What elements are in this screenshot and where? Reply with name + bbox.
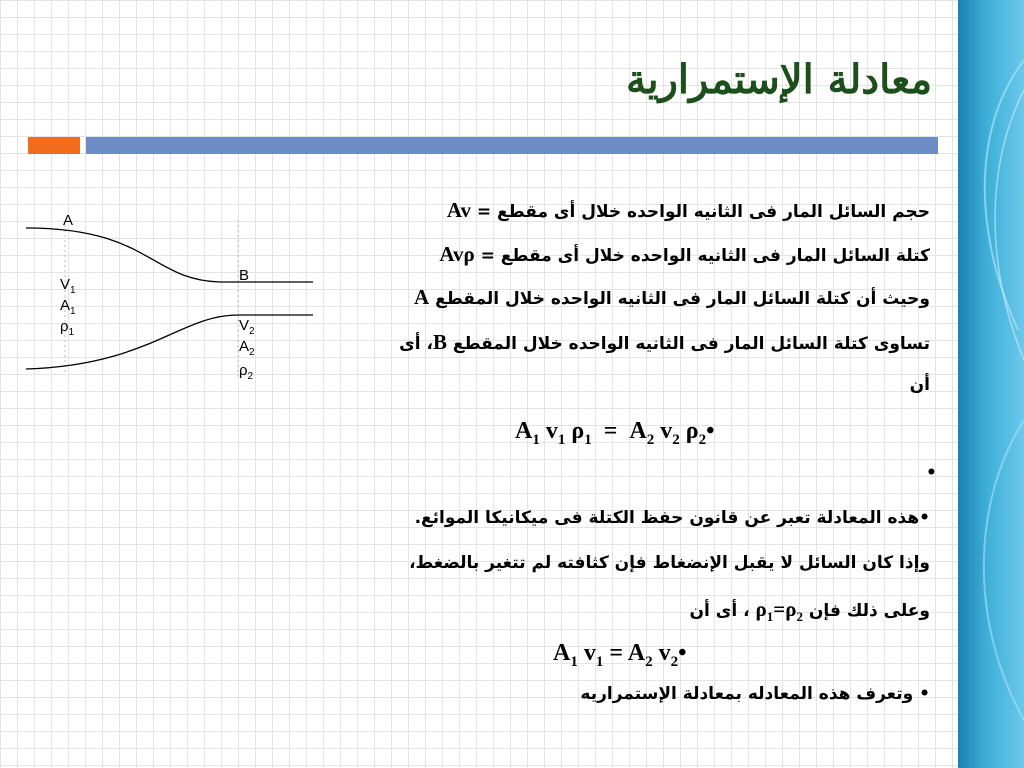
right-velocity-label: $V_2$ <box>239 317 255 337</box>
line-volume-flow: حجم السائل المار فى الثانيه الواحده خلال أى مقطع = Av <box>446 198 930 222</box>
line-incompressible: وإذا كان السائل لا يقبل الإنضغاط فإن كثافته لم تتغير بالضغط، <box>409 553 930 573</box>
left-velocity-label: $V_1$ <box>60 276 76 296</box>
line-density-equal: وعلى ذلك فإن $\rho_1=\rho_2$ ، أى أن <box>689 597 930 625</box>
title-accent-blue <box>86 137 938 154</box>
label-a: A <box>63 212 74 229</box>
line-mass-flow: كتلة السائل المار فى الثانيه الواحده خلال أى مقطع = Avρ <box>439 242 930 266</box>
equation-volume-continuity: $A_1$ $v_1 = A_2$ $v_2•$ <box>553 640 687 670</box>
empty-bullet: • <box>926 463 937 483</box>
pipe-diagram <box>20 205 320 385</box>
line-equals-mass: تساوى كتلة السائل المار فى الثانيه الواحده خلال المقطع B، أى <box>399 330 930 354</box>
line-since-mass: وحيث أن كتلة السائل المار فى الثانيه الواحده خلال المقطع A <box>414 285 930 309</box>
right-area-label: $A_2$ <box>239 338 255 358</box>
left-area-label: $A_1$ <box>60 297 76 317</box>
slide-title: معادلة الإستمرارية <box>626 56 932 103</box>
pipe-upper-wall <box>26 228 313 282</box>
left-density-label: $\rho_1$ <box>60 318 75 338</box>
equation-mass-continuity: $A_1$ $v_1$ $\rho_1 = A_2$ $v_2$ $\rho_2•$ <box>515 418 715 448</box>
pipe-lower-wall <box>26 315 313 369</box>
line-known-as: • وتعرف هذه المعادله بمعادلة الإستمراريه <box>580 684 930 704</box>
right-density-label: $\rho_2$ <box>239 362 254 382</box>
line-that: أن <box>909 375 930 395</box>
line-conservation: •هذه المعادلة تعبر عن قانون حفظ الكتلة فى ميكانيكا الموائع. <box>414 508 930 528</box>
side-decoration-band <box>958 0 1024 768</box>
label-b: B <box>239 267 250 284</box>
title-accent-orange <box>28 137 80 154</box>
